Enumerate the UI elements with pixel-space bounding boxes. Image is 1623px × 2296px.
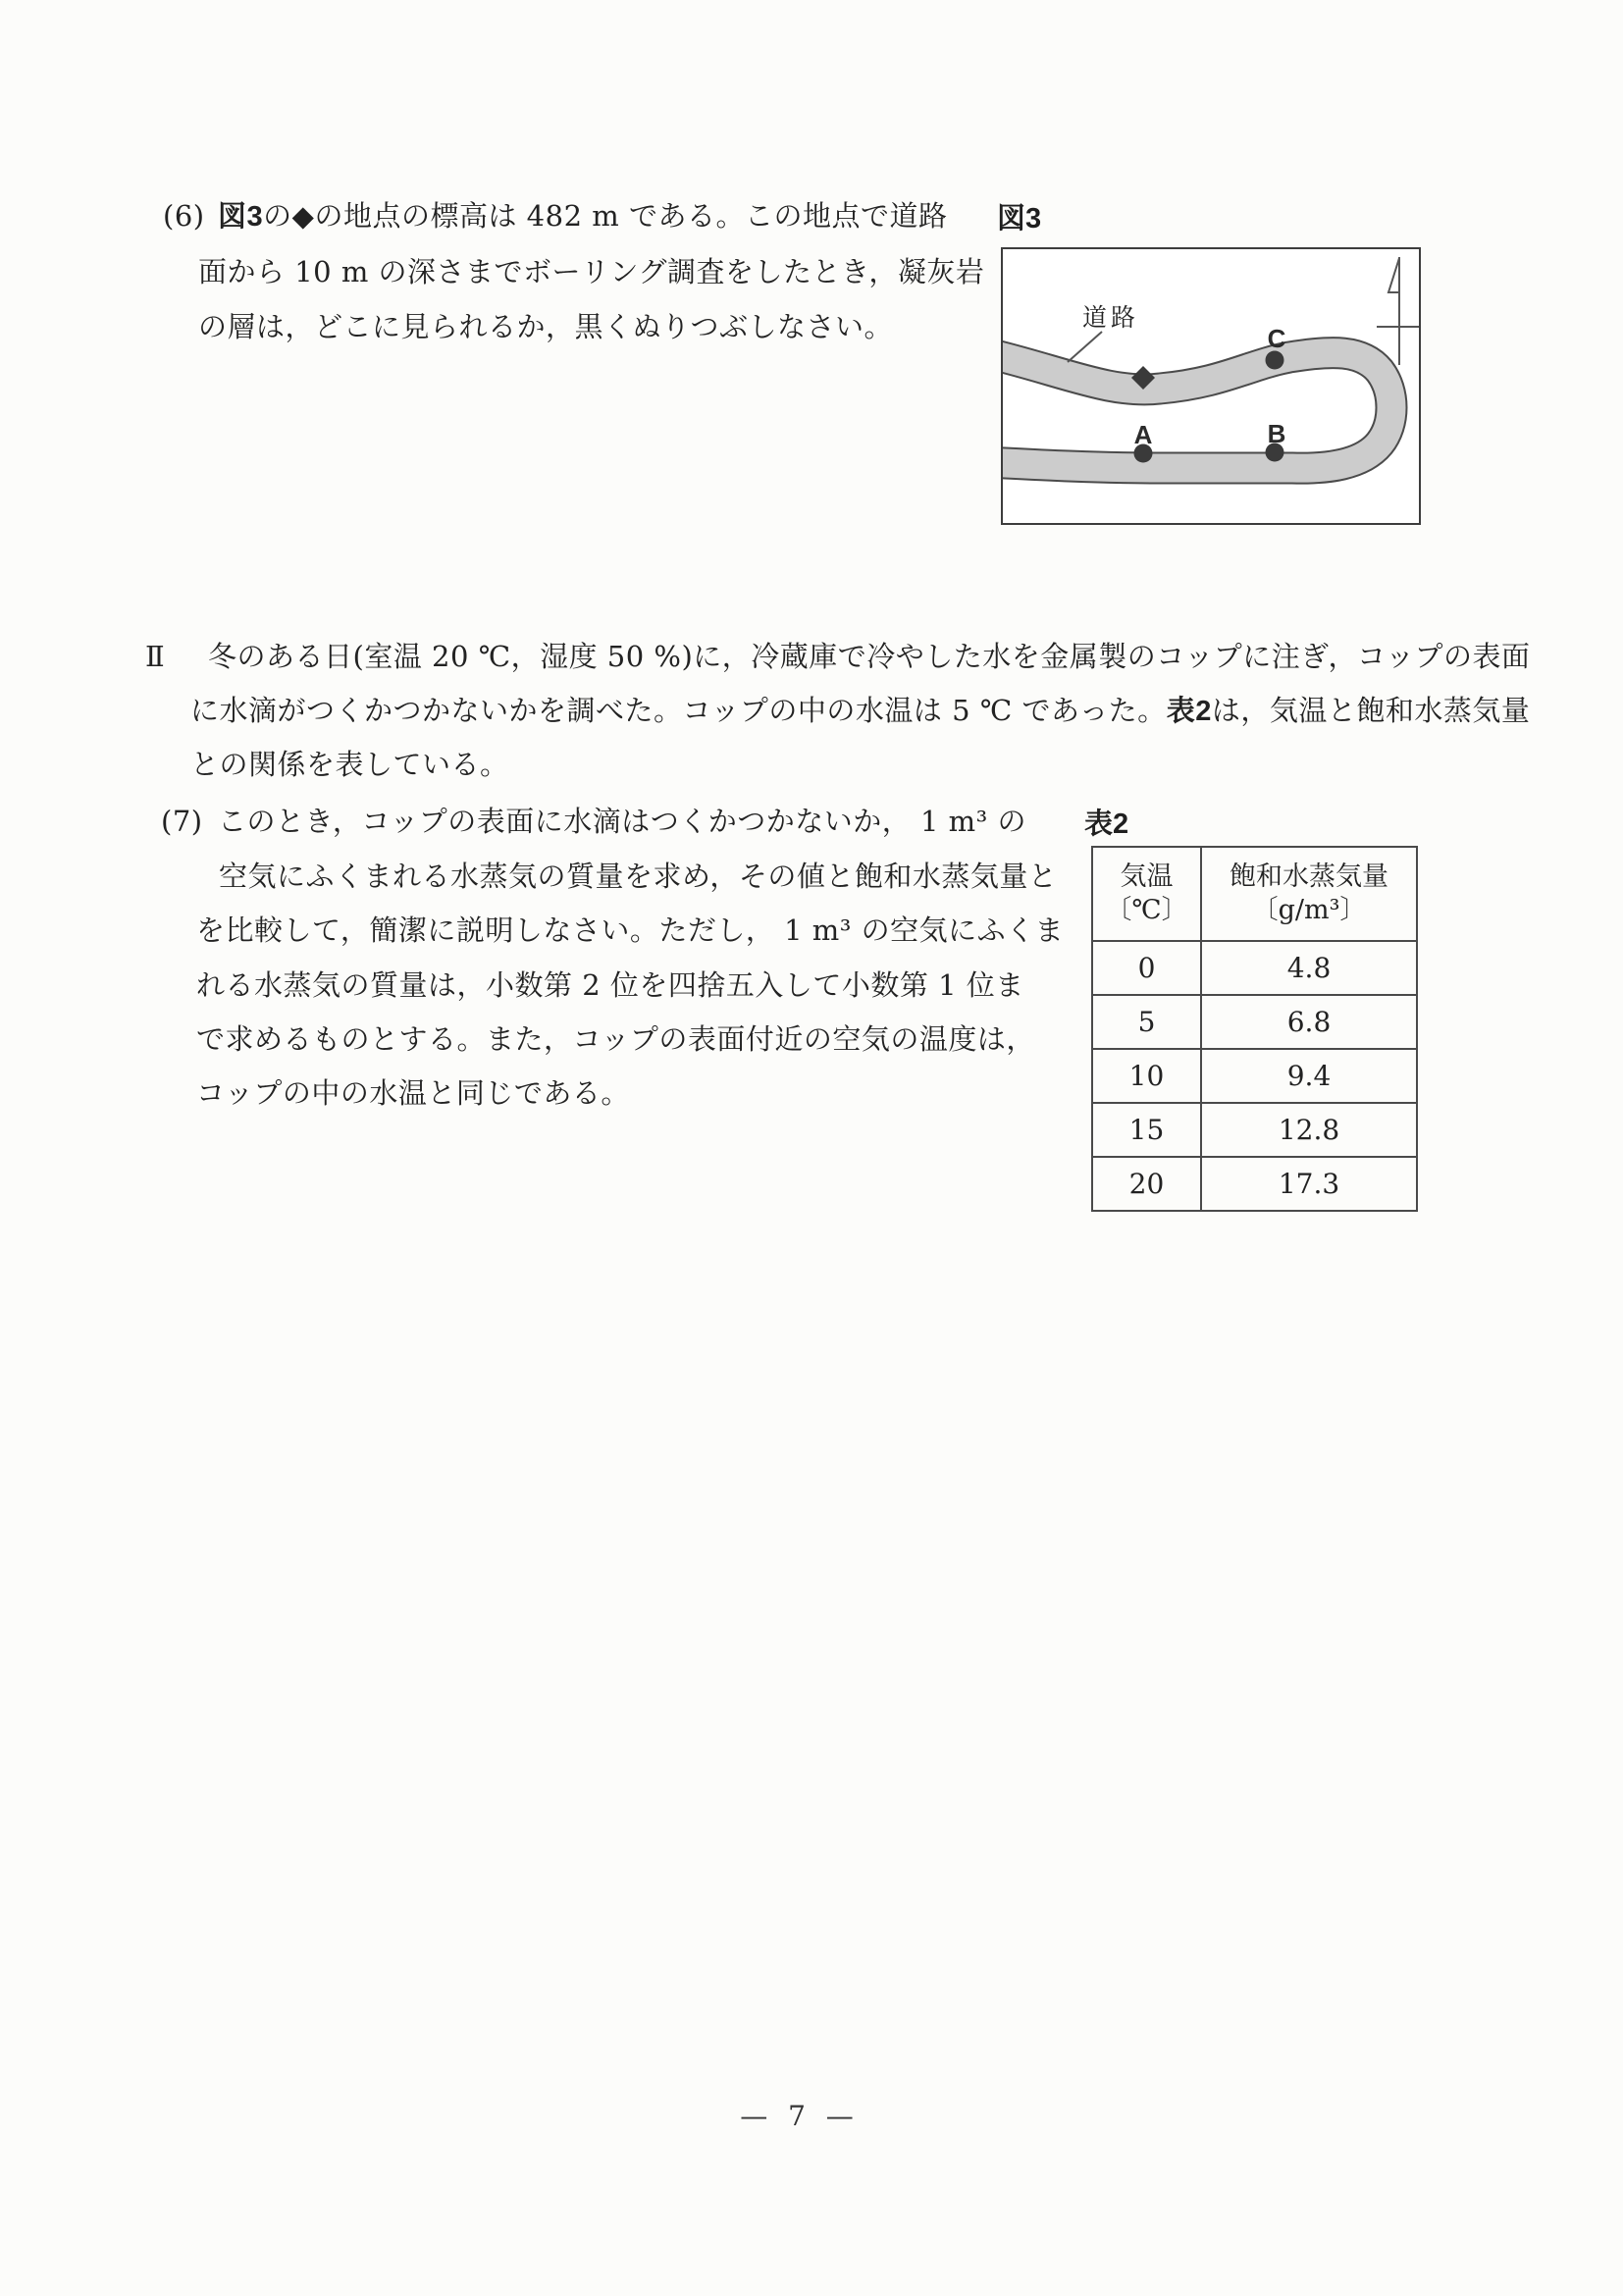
figure3-title: 図3 xyxy=(997,203,1042,235)
table2-header-temp-line2: 〔℃〕 xyxy=(1105,895,1188,925)
section2-line2-pre: に水滴がつくかつかないかを調べた。コップの中の水温は 5 ℃ であった。 xyxy=(190,694,1167,727)
table2-vapor-10: 9.4 xyxy=(1201,1049,1417,1103)
table2 xyxy=(1091,846,1418,1212)
q7-line1: このとき，コップの表面に水滴はつくかつかないか， 1 m³ の xyxy=(218,805,1026,838)
q7-line2: 空気にふくまれる水蒸気の質量を求め，その値と飽和水蒸気量と xyxy=(219,860,1058,893)
north-arrow-icon xyxy=(1377,257,1419,365)
q6-line1 xyxy=(218,198,947,235)
table2-header-temp-line1: 気温 xyxy=(1120,861,1174,892)
table-row xyxy=(1092,941,1417,995)
page-number: — 7 — xyxy=(740,2100,860,2132)
q6-line3: の層は，どこに見られるか，黒くぬりつぶしなさい。 xyxy=(198,310,894,343)
point-c-label: C xyxy=(1267,324,1286,353)
figure3-box xyxy=(1001,247,1421,525)
table2-vapor-5: 6.8 xyxy=(1201,995,1417,1049)
point-a-label: A xyxy=(1133,420,1153,449)
table2-temp-20: 20 xyxy=(1092,1157,1201,1211)
q7-line5: で求めるものとする。また，コップの表面付近の空気の温度は， xyxy=(196,1022,1035,1056)
q6-number: (6) xyxy=(163,199,205,233)
table2-vapor-15: 12.8 xyxy=(1201,1103,1417,1157)
section2-line2 xyxy=(190,693,1530,729)
section2-line1: 冬のある日(室温 20 ℃，湿度 50 %)に，冷蔵庫で冷やした水を金属製のコップに注ぎ，コップの表面 xyxy=(208,640,1531,673)
section2-table-ref: 表2 xyxy=(1166,696,1212,727)
section2-numeral: Ⅱ xyxy=(145,640,166,673)
q6-line1-rest: の◆の地点の標高は 482 m である。この地点で道路 xyxy=(263,199,948,233)
point-b-label: B xyxy=(1267,419,1286,448)
q7-number: (7) xyxy=(161,805,203,838)
q7-line3: を比較して，簡潔に説明しなさい。ただし， 1 m³ の空気にふくま xyxy=(196,913,1065,947)
table-row xyxy=(1092,1157,1417,1211)
section2-line3: との関係を表している。 xyxy=(190,748,509,781)
table2-header-vapor xyxy=(1201,847,1417,941)
table2-header-vapor-line2: 〔g/m³〕 xyxy=(1251,895,1367,925)
table2-title: 表2 xyxy=(1084,809,1129,840)
point-c-dot xyxy=(1266,351,1284,370)
table-row xyxy=(1092,1103,1417,1157)
q6-line2: 面から 10 m の深さまでボーリング調査をしたとき，凝灰岩 xyxy=(198,255,985,288)
table2-temp-0: 0 xyxy=(1092,941,1201,995)
table2-header-vapor-line1: 飽和水蒸気量 xyxy=(1230,861,1388,892)
q6-figure-ref: 図3 xyxy=(218,201,264,233)
q7-line4: れる水蒸気の質量は，小数第 2 位を四捨五入して小数第 1 位ま xyxy=(196,968,1024,1002)
table2-header-temp xyxy=(1092,847,1201,941)
q7-line6: コップの中の水温と同じである。 xyxy=(196,1076,630,1110)
road-label: 道路 xyxy=(1082,303,1140,332)
table2-temp-5: 5 xyxy=(1092,995,1201,1049)
table-row xyxy=(1092,995,1417,1049)
figure3-map xyxy=(1003,249,1419,523)
section2-line2-post: は，気温と飽和水蒸気量 xyxy=(1211,694,1531,727)
table2-header-row xyxy=(1092,847,1417,941)
table-row xyxy=(1092,1049,1417,1103)
table2-temp-15: 15 xyxy=(1092,1103,1201,1157)
table2-temp-10: 10 xyxy=(1092,1049,1201,1103)
road-label-leader xyxy=(1068,332,1102,362)
table2-vapor-0: 4.8 xyxy=(1201,941,1417,995)
table2-vapor-20: 17.3 xyxy=(1201,1157,1417,1211)
